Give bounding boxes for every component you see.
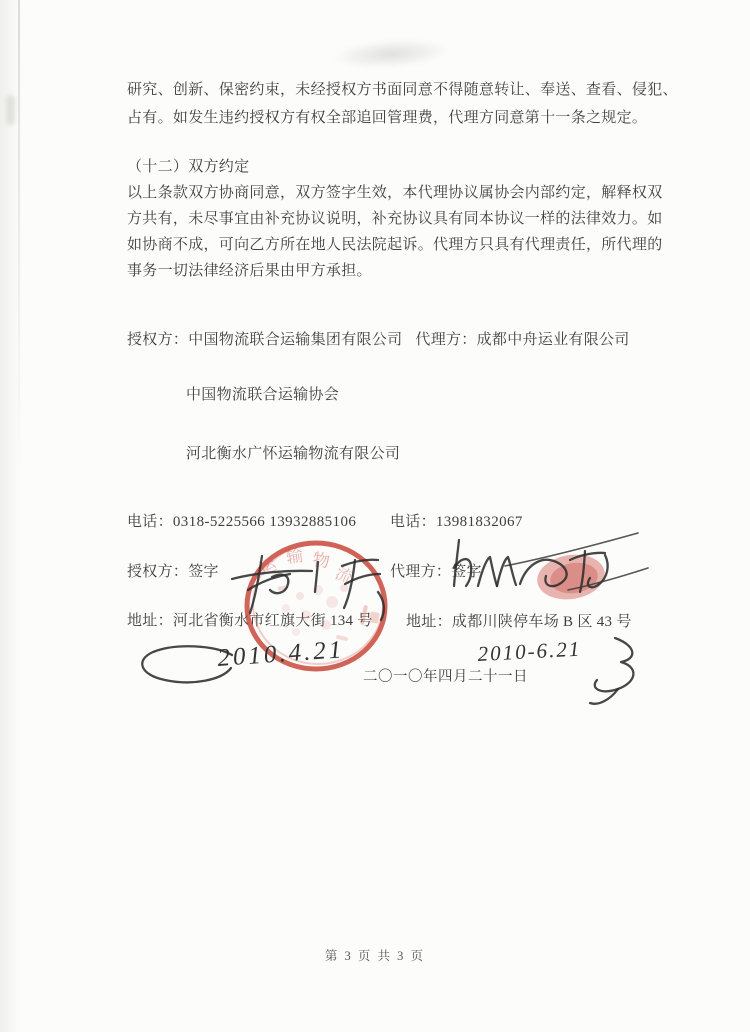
section-12-paragraph (127, 180, 663, 284)
authorizer-org-association: 中国物流联合运输协会 (186, 387, 340, 403)
phone-label: 电话： (390, 514, 436, 530)
agent-label: 代理方： (415, 332, 477, 348)
address-label: 地址： (406, 614, 452, 630)
authorizer-signature-label: 授权方：签字 (127, 564, 219, 580)
authorizer-name: 中国物流联合运输集团有限公司 (188, 332, 403, 348)
paragraph-line: 如协商不成，可向乙方所在地人民法院起诉。代理方只具有代理责任，所代理的 (127, 237, 663, 253)
address-value: 河北省衡水市红旗大街 134 号 (172, 613, 373, 629)
authorizer-label: 授权方： (127, 332, 189, 348)
seal-glyph: 输 (284, 545, 305, 567)
authorizer-org-hebei: 河北衡水广怀运输物流有限公司 (186, 446, 401, 462)
seal-glyph: 运 (256, 554, 280, 579)
paragraph-line: 研究、创新、保密约束，未经授权方书面同意不得随意转让、奉送、查看、侵犯、 (127, 82, 678, 98)
printed-date: 二〇一〇年四月二十一日 (363, 669, 528, 685)
agent-signature-label: 代理方：签字 (390, 564, 482, 580)
phone-label: 电话： (127, 514, 173, 530)
agent-phone-line (390, 512, 523, 533)
agent-name: 成都中舟运业有限公司 (476, 332, 630, 348)
phone-numbers: 0318-5225566 13932885106 (172, 514, 357, 530)
paragraph-line: 以上条款双方协商同意，双方签字生效，本代理协议属协会内部约定，解释权双 (127, 185, 663, 201)
seal-glyph: 物 (311, 550, 331, 572)
authorizer-address-line (127, 611, 373, 632)
address-value: 成都川陕停车场 B 区 43 号 (451, 614, 632, 630)
scan-smudge-left (6, 95, 15, 125)
handwritten-date-left: 2010.4.21 (216, 636, 346, 672)
seal-glyph: 流 (332, 563, 356, 588)
parties-line (127, 327, 630, 355)
agent-address-line (406, 612, 632, 633)
agent-fingerprint (534, 550, 608, 604)
paragraph-line: 事务一切法律经济后果由甲方承担。 (127, 263, 372, 279)
scan-edge-line (18, 0, 20, 470)
section-12-heading: （十二）双方约定 (127, 159, 250, 175)
handwritten-date-right: 2010-6.21 (477, 636, 582, 666)
paragraph-line: 方共有，未尽事宜由补充协议说明，补充协议具有同本协议一样的法律效力。如 (127, 211, 663, 227)
authorizer-handwritten-date (142, 636, 345, 682)
page-number-footer: 第 3 页 共 3 页 (324, 949, 426, 963)
scan-smudge-top (331, 36, 451, 72)
address-label: 地址： (127, 613, 173, 629)
clause-tail-paragraph (127, 77, 678, 132)
company-seal (247, 543, 385, 669)
agent-signature (454, 533, 648, 592)
paragraph-line: 占有。如发生违约授权方有权全部追回管理费，代理方同意第十一条之规定。 (127, 109, 648, 126)
authorizer-phone-line (127, 512, 356, 533)
phone-numbers: 13981832067 (435, 514, 523, 530)
